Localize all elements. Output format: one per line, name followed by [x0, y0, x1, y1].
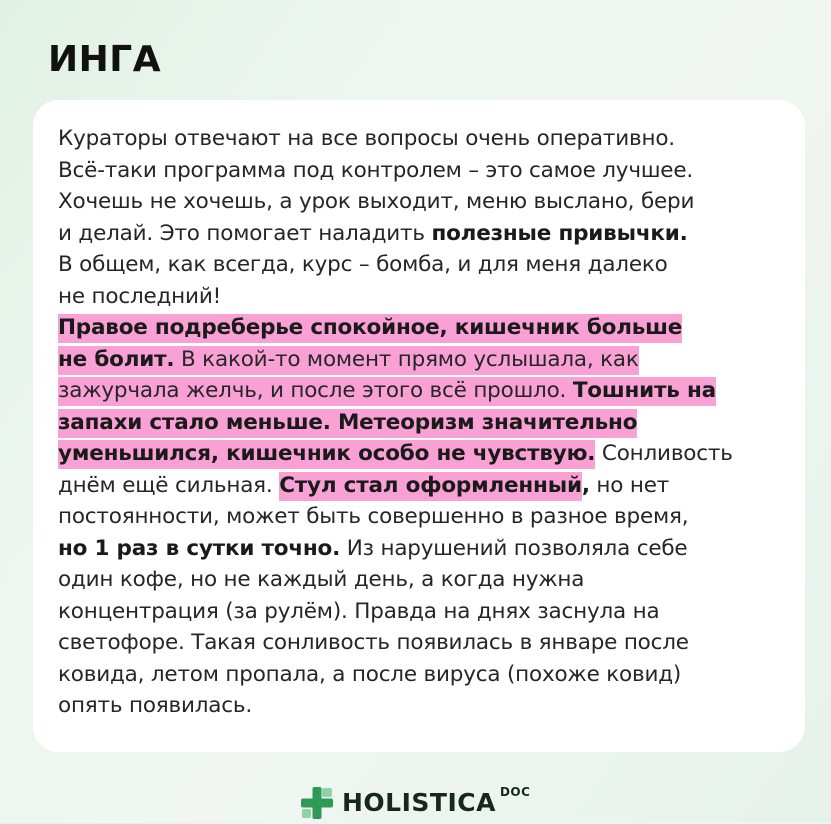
bold-phrase: уменьшился, кишечник особо не чувствую.: [58, 441, 596, 466]
highlighted-phrase: [58, 346, 639, 375]
review-line: В общем, как всегда, курс – бомба, и для меня далеко: [58, 252, 668, 277]
highlighted-phrase: [279, 472, 582, 501]
reviewer-name: ИНГА: [48, 39, 162, 80]
review-line: [58, 344, 785, 376]
bold-comma: ,: [581, 472, 590, 498]
review-line: Хочешь не хочешь, а урок выходит, меню выслано, бери: [58, 189, 695, 214]
review-line: [58, 407, 785, 439]
review-card: [33, 100, 805, 752]
bold-phrase: Тошнить на: [572, 378, 716, 403]
highlighted-phrase: [58, 377, 716, 406]
review-line: Всё-таки программа под контролем – это самое лучшее.: [58, 157, 693, 183]
medical-cross-logo-icon: [300, 786, 334, 820]
bold-phrase: Стул стал оформленный: [279, 472, 582, 498]
brand-name: HOLISTICA: [342, 788, 496, 817]
bold-phrase: но 1 раз в сутки точно.: [58, 535, 341, 561]
bold-phrase: запахи стало меньше. Метеоризм значительно: [58, 409, 638, 435]
review-text-segment: зажурчала желчь, и после этого всё прошло.: [58, 378, 573, 403]
highlighted-phrase: [58, 409, 637, 438]
highlighted-phrase: [58, 440, 595, 469]
review-text-segment: но нет: [589, 472, 670, 498]
review-line: [58, 438, 785, 470]
review-line: Кураторы отвечают на все вопросы очень оперативно.: [58, 126, 675, 151]
review-line: опять появилась.: [58, 693, 253, 718]
review-line: [58, 533, 785, 565]
bold-phrase: полезные привычки.: [431, 220, 688, 246]
review-text-segment: и делай. Это помогает наладить: [58, 220, 432, 246]
review-line: один кофе, но не каждый день, а когда нужна: [58, 567, 585, 592]
brand-logo: [300, 784, 530, 824]
review-line: [58, 218, 785, 250]
review-line: постоянности, может быть совершенно в разное время,: [58, 504, 689, 529]
highlighted-phrase: [58, 314, 682, 343]
brand-suffix: DOC: [499, 785, 531, 799]
bold-phrase: Правое подреберье спокойное, кишечник больше: [58, 315, 683, 340]
review-text-segment: Сонливость: [595, 441, 733, 466]
bold-phrase: не болит.: [58, 346, 175, 372]
review-line: [58, 470, 785, 502]
review-text-segment: днём ещё сильная.: [58, 472, 280, 498]
review-line: не последний!: [58, 283, 222, 309]
review-line: ковида, летом пропала, а после вируса (похоже ковид): [58, 661, 682, 687]
review-text-segment: Из нарушений позволяла себе: [340, 535, 688, 561]
review-text: [58, 123, 785, 722]
review-line: концентрация (за рулём). Правда на днях заснула на: [58, 598, 660, 624]
review-text-segment: В какой-то момент прямо услышала, как: [174, 346, 639, 372]
review-line: светофоре. Такая сонливость появилась в январе после: [58, 630, 689, 655]
review-line: [58, 312, 785, 344]
review-line: [58, 375, 785, 407]
